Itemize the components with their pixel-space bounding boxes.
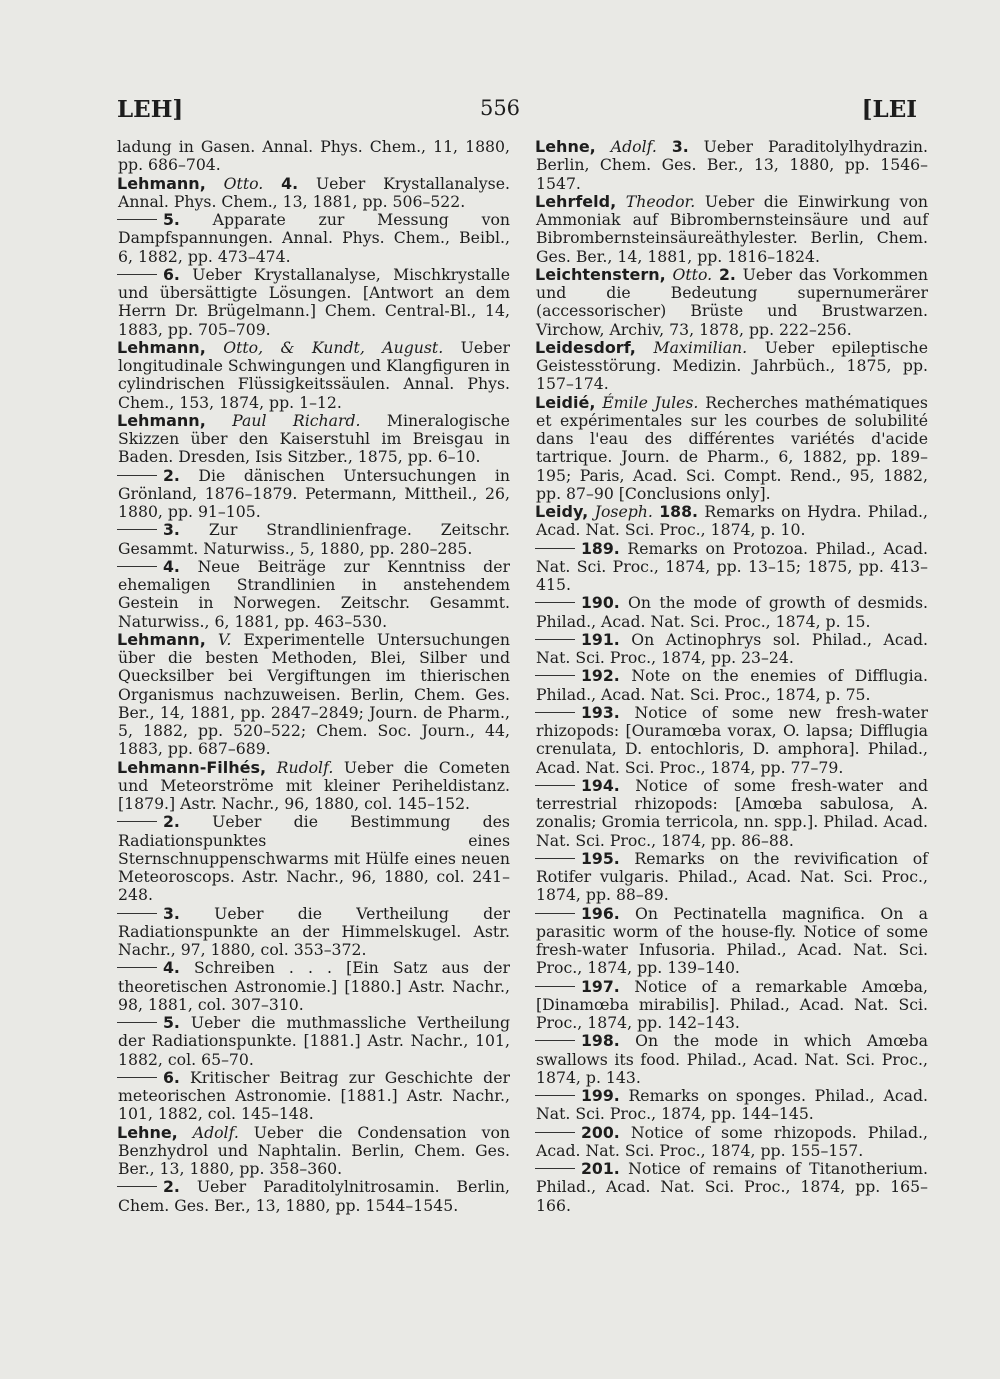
author-given-name: Maximilian. — [653, 337, 748, 357]
author-name: Lehmann, — [117, 173, 206, 193]
bibliography-entry — [118, 1014, 510, 1069]
entry-text: Die dänischen Untersuchungen in Grönland, 1876–1879. Petermann, Mittheil., 26, 1880, pp. 91–105. — [118, 465, 510, 521]
author-given-name: Otto, & Kundt, August. — [223, 337, 444, 357]
running-head-left: LEH] — [117, 96, 184, 123]
ditto-rule — [117, 475, 157, 476]
bibliography-entry — [118, 412, 510, 467]
author-given-name: Paul Richard. — [232, 410, 361, 430]
ditto-rule — [535, 602, 575, 603]
author-name: Lehmann, — [117, 410, 206, 430]
entry-text: Ueber longitudinale Schwingungen und Klangfiguren in cylindrischen Flüssigkeitssäulen. Annal. Phys. Chem., 153, 1874, pp. 1–12. — [118, 337, 510, 412]
entry-text: Mineralogische Skizzen über den Kaiserstuhl im Breisgau in Baden. Dresden, Isis Sitzber., 1875, pp. 6–10. — [118, 410, 510, 467]
entry-number: 3. — [671, 137, 689, 156]
entry-text: Zur Strandlinienfrage. Zeitschr. Gesammt. Naturwiss., 5, 1880, pp. 280–285. — [118, 520, 510, 558]
entry-text: Ueber die Vertheilung der Radiationspunkte an der Himmelskugel. Astr. Nachr., 97, 1880, col. 353–372. — [118, 903, 510, 959]
entry-number: 197. — [581, 976, 620, 996]
author-name: Leidy, — [535, 502, 589, 521]
bibliography-entry — [536, 1087, 928, 1124]
ditto-rule — [117, 967, 157, 968]
entry-text: On the mode of growth of desmids. Philad., Acad. Nat. Sci. Proc., 1874, p. 15. — [536, 593, 928, 631]
author-given-name: Otto. — [672, 264, 713, 284]
bibliography-entry — [118, 905, 510, 960]
entry-text: Notice of a remarkable Amœba, [Dinamœba mirabilis]. Philad., Acad. Nat. Sci. Proc., 1874, pp. 142–143. — [536, 976, 928, 1032]
entry-text: Experimentelle Untersuchungen über die besten Methoden, Blei, Silber und Quecksilber bei Vergiftungen im thierischen Organismus nachzuweisen. Berlin, Chem. Ges. Ber., 14, 1881, pp. 2847–2849; Journ. de Pharm., 5, 1882, pp. 520–522; Chem. Soc. Journ., 44, 1883, pp. 687–689. — [118, 629, 510, 759]
entry-text: Remarks on Hydra. Philad., Acad. Nat. Sci. Proc., 1874, p. 10. — [536, 502, 928, 540]
entry-text: Recherches mathématiques et expérimentales sur les courbes de solubilité dans l'eau des différentes variétés d'acide tartrique. Journ. de Pharm., 6, 1882, pp. 189–195; Paris, Acad. Sci. Compt. Rend., 95, 1882, pp. 87–90 [Conclusions only]. — [536, 392, 928, 503]
entry-text: Remarks on Protozoa. Philad., Acad. Nat. Sci. Proc., 1874, pp. 13–15; 1875, pp. 413–415. — [536, 538, 928, 594]
bibliography-entry — [118, 631, 510, 759]
entry-number: 2. — [163, 812, 180, 832]
author-name: Lehne, — [535, 137, 596, 156]
running-head-right: [LEI — [861, 96, 917, 123]
right-column — [536, 138, 928, 1215]
author-given-name: Rudolf. — [276, 757, 334, 777]
entry-number: 2. — [163, 465, 180, 485]
entry-text: Note on the enemies of Difflugia. Philad., Acad. Nat. Sci. Proc., 1874, p. 75. — [536, 666, 928, 704]
entry-text: On Pectinatella magnifica. On a parasitic worm of the house-fly. Notice of some fresh-water Infusoria. Philad., Acad. Nat. Sci. Proc., 1874, pp. 139–140. — [536, 903, 928, 978]
entry-text: Notice of some fresh-water and terrestrial rhizopods: [Amœba sabulosa, A. zonalis; Gromia terricola, nn. spp.]. Philad. Acad. Nat. Sci. Proc., 1874, pp. 86–88. — [536, 775, 928, 850]
ditto-rule — [117, 1022, 157, 1023]
bibliography-entry — [118, 521, 510, 558]
ditto-rule — [117, 566, 157, 567]
bibliography-entry — [536, 1032, 928, 1087]
author-given-name: Otto. — [223, 173, 264, 193]
entry-number: 5. — [163, 210, 180, 229]
entry-number: 6. — [163, 1067, 180, 1087]
entry-text: On the mode in which Amœba swallows its food. Philad., Acad. Nat. Sci. Proc., 1874, p. 143. — [536, 1031, 928, 1087]
bibliography-entry — [536, 266, 928, 339]
bibliography-entry — [118, 813, 510, 904]
entry-text: Ueber die Condensation von Benzhydrol und Naphtalin. Berlin, Chem. Ges. Ber., 13, 1880, pp. 358–360. — [118, 1122, 510, 1178]
ditto-rule — [117, 821, 157, 822]
ditto-rule — [535, 986, 575, 987]
bibliography-entry — [536, 777, 928, 850]
entry-number: 199. — [581, 1086, 620, 1105]
entry-number: 3. — [163, 520, 180, 540]
entry-text: Apparate zur Messung von Dampfspannungen. Annal. Phys. Chem., Beibl., 6, 1882, pp. 473–474. — [118, 210, 510, 266]
entry-number: 191. — [581, 629, 620, 649]
bibliography-entry — [536, 594, 928, 631]
ditto-rule — [535, 1095, 575, 1096]
bibliography-entry — [536, 978, 928, 1033]
entry-text: Remarks on the revivification of Rotifer vulgaris. Philad., Acad. Nat. Sci. Proc., 1874, pp. 88–89. — [536, 848, 928, 905]
entry-text: Notice of some rhizopods. Philad., Acad. Nat. Sci. Proc., 1874, pp. 155–157. — [536, 1122, 928, 1160]
ditto-rule — [535, 712, 575, 713]
entry-text: Ueber Krystallanalyse, Mischkrystalle und übersättigte Lösungen. [Antwort an dem Herrn Dr. Brügelmann.] Chem. Central-Bl., 14, 1883, pp. 705–709. — [118, 264, 510, 339]
left-column — [118, 138, 510, 1215]
ditto-rule — [535, 913, 575, 914]
entry-number: 189. — [581, 538, 620, 558]
author-name: Lehmann, — [117, 629, 206, 649]
bibliography-entry — [118, 211, 510, 266]
ditto-rule — [535, 548, 575, 549]
entry-number: 196. — [581, 903, 620, 923]
author-given-name: V. — [217, 629, 232, 649]
entry-number: 198. — [581, 1031, 620, 1051]
entry-text: Notice of some new fresh-water rhizopods: [Ouramœba vorax, O. lapsa; Difflugia crenulata, D. entochloris, D. amphora]. Philad., Acad. Nat. Sci. Proc., 1874, pp. 77–79. — [536, 702, 928, 777]
author-given-name: Adolf. — [610, 137, 657, 156]
bibliography-entry — [536, 850, 928, 905]
entry-text: ladung in Gasen. Annal. Phys. Chem., 11, 1880, pp. 686–704. — [117, 137, 510, 175]
entry-text: Neue Beiträge zur Kenntniss der ehemaligen Strandlinien in anstehendem Gestein in Norwegen. Zeitschr. Gesammt. Naturwiss., 6, 1881, pp. 463–530. — [118, 556, 510, 631]
ditto-rule — [117, 913, 157, 914]
ditto-rule — [535, 675, 575, 676]
bibliography-entry — [536, 704, 928, 777]
ditto-rule — [117, 1077, 157, 1078]
bibliography-entry — [536, 138, 928, 193]
entry-text: Kritischer Beitrag zur Geschichte der meteorischen Astronomie. [1881.] Astr. Nachr., 101, 1882, col. 145–148. — [118, 1067, 510, 1124]
ditto-rule — [535, 1040, 575, 1041]
entry-number: 192. — [581, 666, 620, 686]
entry-number: 188. — [659, 502, 698, 521]
entry-text: Notice of remains of Titanotherium. Philad., Acad. Nat. Sci. Proc., 1874, pp. 165–166. — [536, 1159, 928, 1215]
bibliography-entry — [118, 759, 510, 814]
ditto-rule — [535, 785, 575, 786]
ditto-rule — [117, 529, 157, 530]
entry-text: Ueber Krystallanalyse. Annal. Phys. Chem., 13, 1881, pp. 506–522. — [118, 173, 510, 211]
bibliography-entry — [536, 667, 928, 704]
entry-text: Ueber Paraditolylnitrosamin. Berlin, Chem. Ges. Ber., 13, 1880, pp. 1544–1545. — [118, 1177, 510, 1215]
entry-number: 194. — [581, 775, 620, 795]
author-given-name: Joseph. — [594, 502, 653, 521]
entry-text: Ueber die Einwirkung von Ammoniak auf Bibrombernsteinsäure und auf Bibrombernsteinsäureäthylester. Berlin, Chem. Ges. Ber., 14, 1881, pp. 1816–1824. — [536, 191, 928, 266]
ditto-rule — [535, 639, 575, 640]
author-name: Lehmann, — [117, 337, 206, 357]
entry-text: Ueber die Bestimmung des Radiationspunktes eines Sternschnuppenschwarms mit Hülfe eines neuen Meteoroscops. Astr. Nachr., 96, 1880, col. 241–248. — [118, 812, 510, 905]
ditto-rule — [117, 219, 157, 220]
entry-number: 5. — [163, 1013, 180, 1032]
bibliography-entry — [118, 175, 510, 212]
author-name: Leidesdorf, — [535, 337, 636, 357]
entry-text: On Actinophrys sol. Philad., Acad. Nat. Sci. Proc., 1874, pp. 23–24. — [536, 629, 928, 667]
entry-number: 4. — [163, 556, 180, 576]
author-name: Leidié, — [535, 392, 596, 412]
bibliography-entry — [536, 503, 928, 540]
entry-text: Schreiben . . . [Ein Satz aus der theoretischen Astronomie.] [1880.] Astr. Nachr., 98, 1881, col. 307–310. — [118, 958, 510, 1014]
author-given-name: Adolf. — [192, 1122, 239, 1142]
entry-number: 200. — [581, 1122, 620, 1142]
ditto-rule — [535, 1132, 575, 1133]
bibliography-entry — [536, 631, 928, 668]
entry-number: 3. — [163, 903, 180, 923]
entry-text: Ueber epileptische Geistesstörung. Medizin. Jahrbüch., 1875, pp. 157–174. — [536, 337, 928, 394]
entry-number: 195. — [581, 848, 620, 868]
entry-text: Remarks on sponges. Philad., Acad. Nat. Sci. Proc., 1874, pp. 144–145. — [536, 1086, 928, 1124]
entry-number: 193. — [581, 702, 620, 722]
author-name: Lehrfeld, — [535, 191, 617, 211]
entry-text: Ueber das Vorkommen und die Bedeutung supernumerärer (accessorischer) Brüste und Brustwarzen. Virchow, Archiv, 73, 1878, pp. 222–256. — [536, 264, 928, 339]
entry-text: Ueber die muthmassliche Vertheilung der Radiationspunkte. [1881.] Astr. Nachr., 101, 1882, col. 65–70. — [118, 1013, 510, 1069]
ditto-rule — [535, 858, 575, 859]
entry-number: 2. — [718, 264, 736, 284]
author-given-name: Émile Jules. — [602, 392, 699, 412]
bibliography-entry — [536, 339, 928, 394]
bibliography-entry — [536, 394, 928, 504]
bibliography-entry — [118, 467, 510, 522]
bibliography-entry — [118, 959, 510, 1014]
ditto-rule — [117, 274, 157, 275]
bibliography-entry — [536, 540, 928, 595]
bibliography-entry — [118, 1124, 510, 1179]
entry-number: 4. — [281, 173, 299, 193]
author-name: Leichtenstern, — [535, 264, 666, 284]
bibliography-entry — [536, 905, 928, 978]
bibliography-entry — [118, 266, 510, 339]
author-name: Lehne, — [117, 1122, 178, 1142]
bibliography-entry — [118, 1069, 510, 1124]
author-name: Lehmann-Filhés, — [117, 757, 267, 777]
page-number: 556 — [479, 96, 521, 120]
entry-number: 190. — [581, 593, 620, 613]
bibliography-entry — [118, 1178, 510, 1215]
author-given-name: Theodor. — [625, 191, 696, 211]
entry-number: 6. — [163, 264, 180, 284]
ditto-rule — [117, 1186, 157, 1187]
entry-number: 4. — [163, 958, 180, 978]
bibliography-entry — [536, 1124, 928, 1161]
bibliography-entry — [118, 558, 510, 631]
entry-number: 201. — [581, 1159, 620, 1178]
entry-text: Ueber die Cometen und Meteorströme mit kleiner Periheldistanz. [1879.] Astr. Nachr., 96, 1880, col. 145–152. — [118, 757, 510, 813]
entry-text: Ueber Paraditolylhydrazin. Berlin, Chem. Ges. Ber., 13, 1880, pp. 1546–1547. — [536, 137, 928, 193]
bibliography-entry — [118, 339, 510, 412]
bibliography-entry — [536, 193, 928, 266]
bibliography-entry — [536, 1160, 928, 1215]
entry-number: 2. — [163, 1177, 180, 1197]
bibliography-entry — [118, 138, 510, 175]
ditto-rule — [535, 1168, 575, 1169]
